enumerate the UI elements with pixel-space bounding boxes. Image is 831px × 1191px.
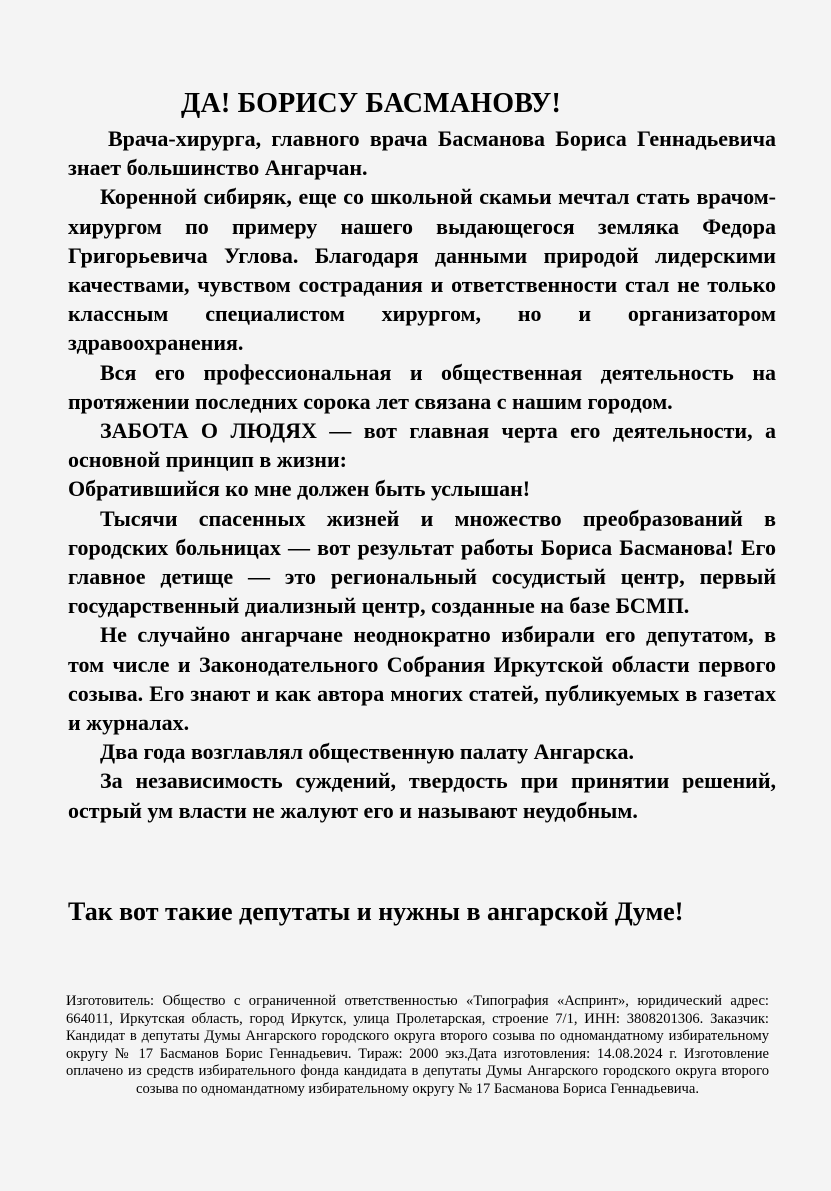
- paragraph-chamber: Два года возглавлял общественную палату Ангарска.: [100, 739, 634, 765]
- paragraph-achievements: Тысячи спасенных жизней и множество преобразований в городских больницах — вот результат работы Бориса Басманова! Его главное детище — это региональный сосудистый центр, первый государственный диализный центр, созданные на базе БСМП.: [68, 505, 776, 619]
- article-body: [68, 124, 776, 825]
- paragraph-principle: Обратившийся ко мне должен быть услышан!: [68, 476, 531, 502]
- paragraph-independence: За независимость суждений, твердость при принятии решений, острый ум власти не жалуют его и называют неудобным.: [68, 768, 776, 823]
- page-title: ДА! БОРИСУ БАСМАНОВУ!: [181, 88, 562, 119]
- imprint-footer: Изготовитель: Общество с ограниченной ответственностью «Типография «Аспринт», юридический адрес: 664011, Иркутская область, город Иркутск, улица Пролетарская, строение 7/1, ИНН: 3808201306. Заказчик: Кандидат в депутаты Думы Ангарского городского округа второго созыва по одномандатному избирательному округу № 17 Басманов Борис Геннадьевич. Тираж: 2000 экз.Дата изготовления: 14.08.2024 г. Изготовление оплачено из средств избирательного фонда кандидата в депутаты Думы Ангарского городского округа второго созыва по одномандатному избирательному округу № 17 Басманова Бориса Геннадьевича.: [66, 993, 769, 1097]
- paragraph-biography: Коренной сибиряк, еще со школьной скамьи мечтал стать врачом-хирургом по примеру нашего выдающегося земляка Федора Григорьевича Углова. Благодаря данными природой лидерскими качествами, чувством сострадания и ответственности стал не только классным специалистом хирургом, но и организатором здравоохранения.: [68, 184, 776, 356]
- closing-slogan: Так вот такие депутаты и нужны в ангарской Думе!: [68, 897, 684, 926]
- paragraph-deputy: Не случайно ангарчане неоднократно избирали его депутатом, в том числе и Законодательного Собрания Иркутской области первого созыва. Его знают и как автора многих статей, публикуемых в газетах и журналах.: [68, 622, 776, 736]
- paragraph-care: ЗАБОТА О ЛЮДЯХ — вот главная черта его деятельности, а основной принцип в жизни:: [68, 418, 776, 473]
- paragraph-activity: Вся его профессиональная и общественная деятельность на протяжении последних сорока лет связана с нашим городом.: [68, 359, 776, 414]
- paragraph-intro: Врача-хирурга, главного врача Басманова Бориса Геннадьевича знает большинство Ангарчан.: [68, 126, 776, 181]
